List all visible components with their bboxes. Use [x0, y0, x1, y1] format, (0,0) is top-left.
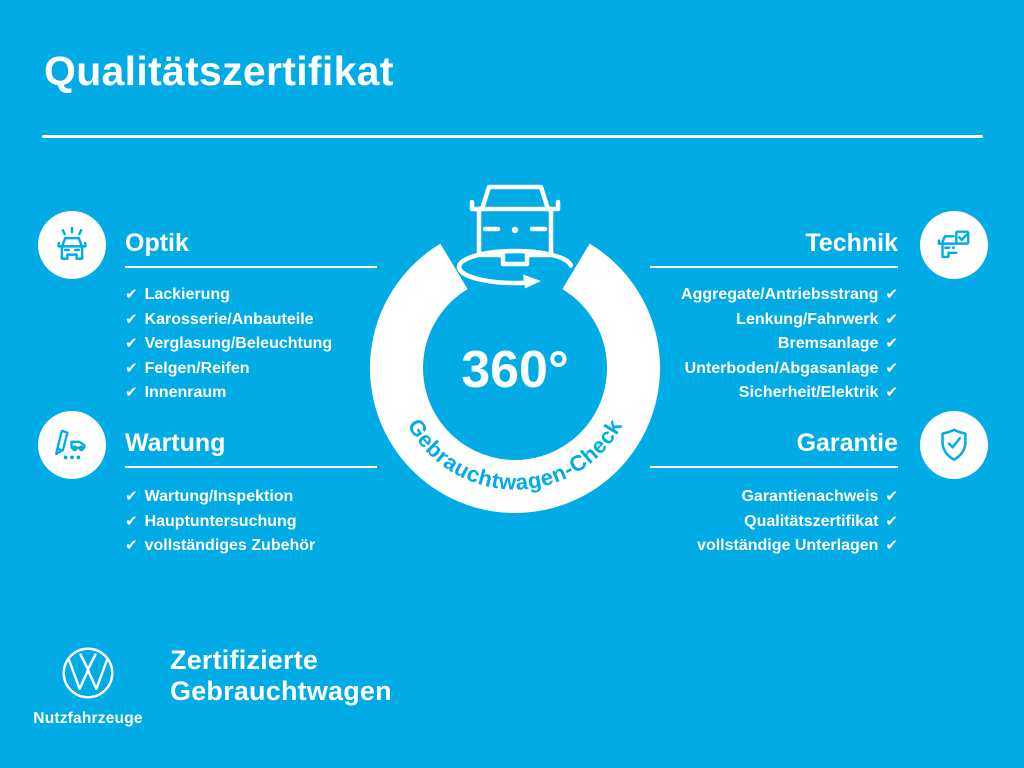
checkmark-icon: ✔	[885, 286, 898, 303]
technik-icon-badge	[920, 211, 988, 279]
check-item-label: Verglasung/Beleuchtung	[144, 335, 333, 353]
optik-icon-badge	[38, 211, 106, 279]
check-item-label: Aggregate/Antriebsstrang	[681, 286, 879, 303]
vw-logo	[60, 645, 116, 701]
checkmark-icon: ✔	[125, 384, 138, 402]
checkmark-icon: ✔	[885, 359, 898, 377]
checkmark-icon: ✔	[125, 286, 138, 303]
page-title: Qualitätszertifikat	[44, 48, 394, 94]
garantie-icon-badge	[920, 411, 988, 479]
check-item-label: Innenraum	[144, 384, 227, 402]
checkmark-icon: ✔	[885, 512, 898, 530]
checkmark-icon: ✔	[885, 488, 898, 505]
checkmark-icon: ✔	[125, 488, 138, 505]
check-item	[125, 534, 425, 559]
checkmark-icon: ✔	[885, 537, 898, 555]
check-item-label: Garantienachweis	[741, 488, 879, 505]
checkmark-icon: ✔	[125, 512, 138, 530]
section-title-wartung: Wartung	[125, 429, 377, 468]
car-shine-icon	[50, 223, 94, 267]
check-item-label: Unterboden/Abgasanlage	[684, 359, 879, 377]
service-checklist-icon	[50, 423, 94, 467]
check-item-label: Lackierung	[144, 286, 230, 303]
check-item-label: Felgen/Reifen	[144, 359, 250, 377]
tagline-line2: Gebrauchtwagen	[170, 676, 392, 706]
shield-check-icon	[932, 423, 976, 467]
checkmark-icon: ✔	[885, 335, 898, 353]
check-item-label: vollständiges Zubehör	[144, 537, 316, 555]
section-title-technik: Technik	[650, 229, 898, 268]
tagline-line1: Zertifizierte	[170, 645, 319, 675]
section-title-garantie: Garantie	[650, 429, 898, 468]
checkmark-icon: ✔	[125, 335, 138, 353]
car-360-rotation-icon	[459, 187, 571, 289]
badge-360	[355, 175, 675, 525]
title-divider	[42, 135, 983, 138]
wartung-icon-badge	[38, 411, 106, 479]
check-item-label: vollständige Unterlagen	[697, 537, 879, 555]
check-item-label: Bremsanlage	[777, 335, 879, 353]
section-title-optik: Optik	[125, 229, 377, 268]
checkmark-icon: ✔	[125, 310, 138, 328]
checkmark-icon: ✔	[885, 310, 898, 328]
check-item-label: Lenkung/Fahrwerk	[736, 310, 879, 328]
check-item	[560, 534, 898, 559]
car-checkbox-icon	[932, 223, 976, 267]
brand-label: Nutzfahrzeuge	[33, 710, 143, 727]
check-item-label: Qualitätszertifikat	[744, 512, 879, 530]
checkmark-icon: ✔	[125, 537, 138, 555]
degrees-label: 360°	[461, 341, 569, 399]
tagline	[170, 645, 392, 707]
check-item-label: Sicherheit/Elektrik	[738, 384, 879, 402]
ring-label: Gebrauchtwagen-Check	[402, 414, 628, 495]
check-item-label: Hauptuntersuchung	[144, 512, 297, 530]
check-item-label: Karosserie/Anbauteile	[144, 310, 314, 328]
checkmark-icon: ✔	[885, 384, 898, 402]
checkmark-icon: ✔	[125, 359, 138, 377]
check-item-label: Wartung/Inspektion	[144, 488, 294, 505]
